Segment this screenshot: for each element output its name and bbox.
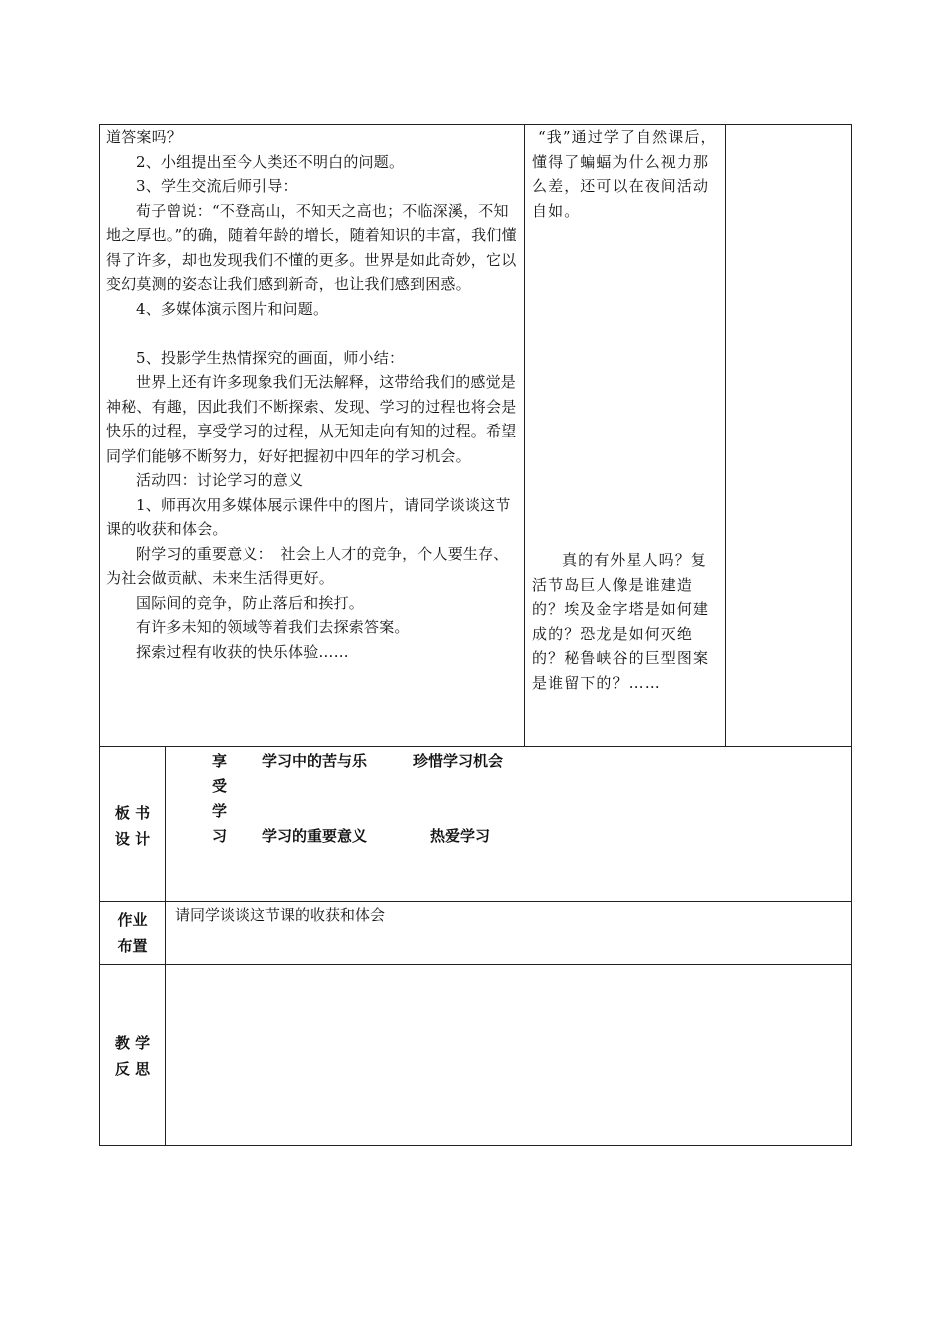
board-item: 珍惜学习机会 (413, 752, 504, 770)
main-paragraph: 3、学生交流后师引导： (136, 177, 298, 195)
board-vertical-char: 学 (212, 802, 228, 820)
board-label-line2: 设 计 (114, 830, 151, 848)
main-paragraph: 5、投影学生热情探究的画面，师小结： (136, 348, 405, 367)
side-paragraph: 真的有外星人吗？复活节岛巨人像是谁建造的？埃及金字塔是如何建成的？恐龙是如何灭绝的？秘鲁峡谷的巨型图案是谁留下的？…… (532, 551, 710, 692)
main-paragraph: 有许多未知的领域等着我们去探索答案。 (136, 618, 410, 636)
table-bottom-border (99, 1145, 852, 1146)
homework-label-line1: 作业 (117, 911, 148, 929)
homework-label-line2: 布置 (117, 937, 148, 955)
board-item: 学习的重要意义 (262, 827, 368, 845)
homework-content: 请同学谈谈这节课的收获和体会 (175, 906, 386, 924)
table-left-border (99, 124, 100, 1146)
homework-label (100, 907, 165, 959)
side-paragraph: “我”通过学了自然课后，懂得了蝙蝠为什么视力那么差，还可以在夜间活动自如。 (532, 128, 717, 220)
main-paragraph: 探索过程有收获的快乐体验…… (136, 642, 349, 661)
main-paragraph: 道答案吗？ (106, 128, 183, 146)
label-column-divider (165, 746, 166, 1146)
table-right-border (851, 124, 852, 1146)
table-row-divider (99, 901, 852, 902)
main-paragraph: 附学习的重要意义： 社会上人才的竞争，个人要生存、为社会做贡献、未来生活得更好。 (106, 544, 509, 587)
main-paragraph: 荀子曾说：“不登高山，不知天之高也；不临深溪，不知地之厚也。”的确，随着年龄的增长，随着知识的丰富，我们懂得了许多，却也发现我们不懂的更多。世界是如此奇妙，它以变幻莫测的姿态让我们感到新奇，也让我们感到困惑。 (106, 201, 517, 293)
main-paragraph: 活动四：讨论学习的意义 (136, 471, 304, 489)
main-paragraph: 世界上还有许多现象我们无法解释，这带给我们的感觉是神秘、有趣，因此我们不断探索、发现、学习的过程也将会是快乐的过程，享受学习的过程，从无知走向有知的过程。希望同学们能够不断努力，好好把握初中四年的学习机会。 (106, 373, 517, 465)
student-activity-text (532, 125, 722, 223)
reflection-label (100, 1030, 165, 1082)
teaching-process-text (106, 125, 520, 664)
board-vertical-char: 习 (212, 827, 228, 845)
column-divider (524, 124, 525, 747)
board-item: 热爱学习 (430, 827, 491, 845)
board-design-label (100, 800, 165, 852)
main-paragraph: 1、师再次用多媒体展示课件中的图片，请同学谈谈这节课的收获和体会。 (106, 495, 511, 538)
reflection-label-line2: 反 思 (114, 1060, 151, 1078)
table-row-divider (99, 746, 852, 747)
board-label-line1: 板 书 (114, 804, 151, 822)
main-paragraph: 国际间的竞争，防止落后和挨打。 (136, 593, 365, 612)
board-vertical-char: 受 (212, 777, 228, 795)
reflection-label-line1: 教 学 (114, 1034, 151, 1052)
student-activity-text-bottom (532, 548, 722, 695)
board-item: 学习中的苦与乐 (262, 752, 368, 770)
main-paragraph: 4、多媒体演示图片和问题。 (136, 299, 329, 318)
blank-line (106, 321, 520, 346)
column-divider (725, 124, 726, 747)
board-vertical-char: 享 (212, 752, 228, 770)
table-row-divider (99, 964, 852, 965)
main-paragraph: 2、小组提出至今人类还不明白的问题。 (136, 152, 405, 171)
